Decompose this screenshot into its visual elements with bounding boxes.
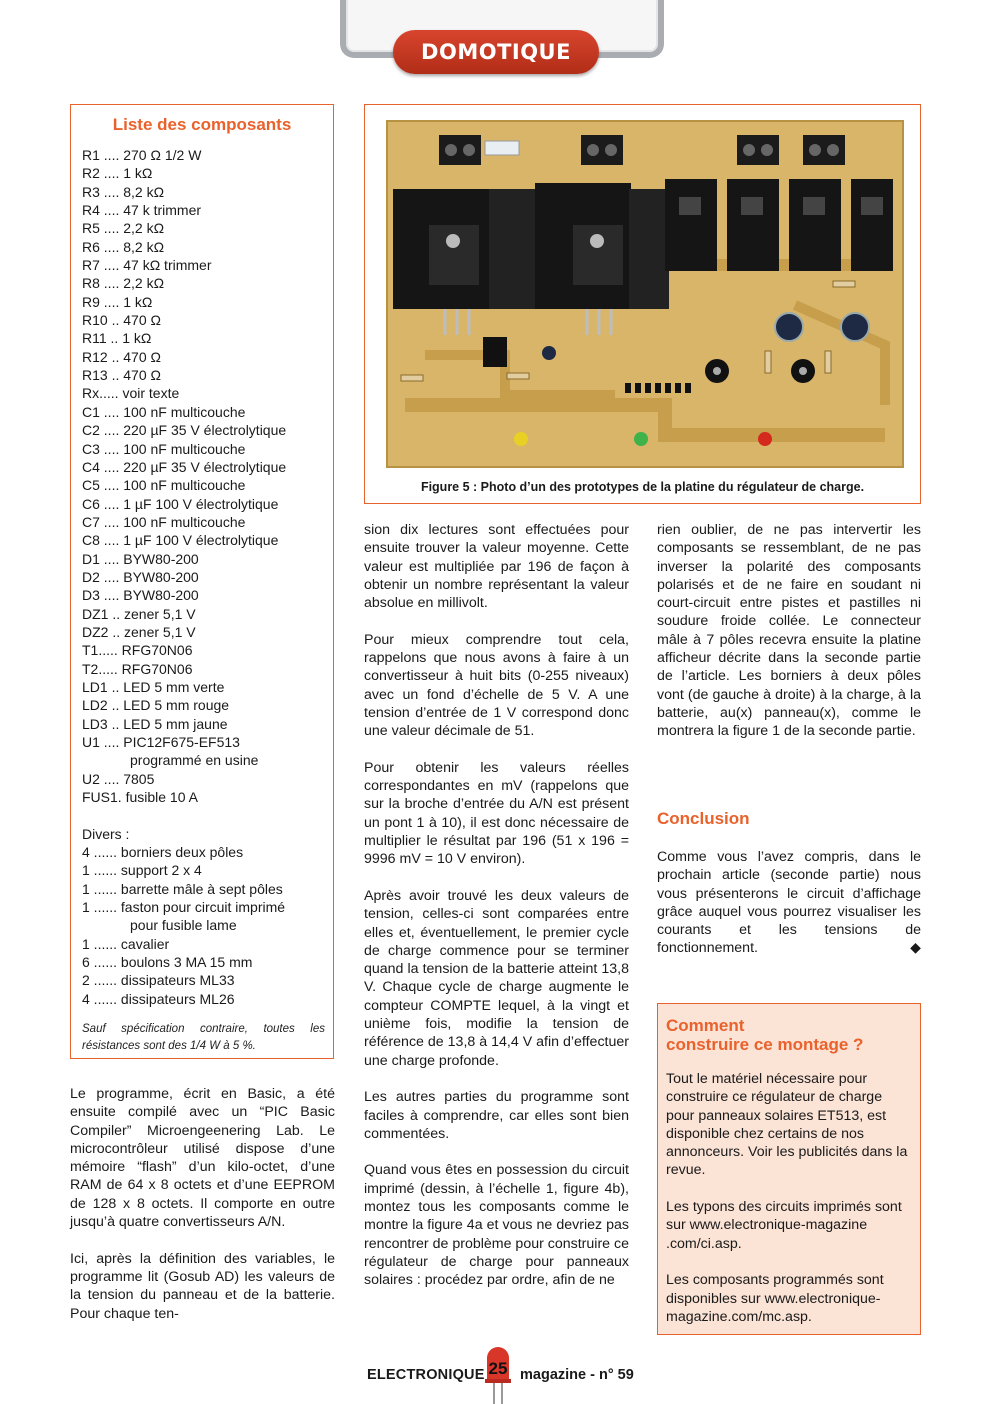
- parts-list-item: Rx..... voir texte: [82, 385, 180, 402]
- parts-list-item: D1 .... BYW80-200: [82, 550, 199, 567]
- pcb-photo: [365, 105, 919, 481]
- paragraph: Le programme, écrit en Basic, a été ensuite compilé avec un “PIC Basic Compiler” Microengeenering Lab. Le microcontrôleur utilisé dispose d’une mémoire “flash” d’un kilo-octet, d’une RAM de 64 x 8 octets et d’une EEPROM de 128 x 8 octets. Il comporte en outre jusqu’à quatre convertisseurs A/N.: [70, 1086, 335, 1231]
- parts-list-item: programmé en usine: [130, 752, 259, 769]
- parts-list-item: R11 .. 1 kΩ: [82, 330, 152, 347]
- footer-issue: magazine - n° 59: [520, 1367, 634, 1383]
- parts-list-item: R2 .... 1 kΩ: [82, 165, 153, 182]
- parts-list-item: R10 .. 470 Ω: [82, 312, 161, 329]
- parts-list-item: R4 .... 47 k trimmer: [82, 202, 202, 219]
- paragraph: Ici, après la définition des variables, le programme lit (Gosub AD) les valeurs de la tension du panneau et de la batterie. Pour chaque ten-: [70, 1250, 335, 1322]
- how-to-build-title: [666, 1016, 863, 1054]
- parts-list-item: C7 .... 100 nF multicouche: [82, 513, 246, 530]
- parts-list-item: R1 .... 270 Ω 1/2 W: [82, 147, 202, 163]
- how-to-build-text: [666, 1070, 913, 1326]
- page-number: 25: [488, 1359, 508, 1378]
- parts-list-item: C2 .... 220 µF 35 V électrolytique: [82, 422, 287, 439]
- parts-list-item: R8 .... 2,2 kΩ: [82, 275, 165, 292]
- section-tab: DOMOTIQUE: [393, 30, 599, 74]
- parts-list: [82, 146, 332, 1008]
- led-page-number-icon: [484, 1346, 512, 1404]
- paragraph: Les typons des circuits imprimés sont sur www.electronique-magazine .com/ci.asp.: [666, 1199, 902, 1252]
- parts-list-item: 1 ...... faston pour circuit imprimé: [82, 899, 286, 916]
- parts-list-item: LD1 .. LED 5 mm verte: [82, 678, 225, 695]
- conclusion-heading: Conclusion: [657, 809, 750, 828]
- parts-list-item: 2 ...... dissipateurs ML33: [82, 972, 235, 989]
- column-2: [364, 521, 629, 1289]
- parts-list-item: C8 .... 1 µF 100 V électrolytique: [82, 532, 279, 549]
- conclusion-text: Comme vous l’avez compris, dans le prochain article (seconde partie) nous vous présenterons le circuit d’affichage grâce auquel vous pourrez visualiser les courants et les tensions de fonctionnement.: [657, 849, 921, 957]
- parts-list-item: R7 .... 47 kΩ trimmer: [82, 257, 212, 274]
- parts-list-item: [82, 806, 332, 824]
- how-to-title-line-2: construire ce montage ?: [666, 1035, 864, 1054]
- parts-list-box: [70, 104, 334, 1059]
- paragraph: rien oublier, de ne pas intervertir les composants se ressemblant, de ne pas inverser la polarité des composants polarisés et de ne faire en soudant ni court-circuit entre pistes et pastilles ni soudure froide collée. Le connecteur mâle à 7 pôles recevra ensuite la platine afficheur décrite dans la seconde partie de l’article. Les borniers à deux pôles vont (de gauche à droite) à la charge, à la batterie, au(x) panneau(x), comme le montrera la figure 1 de la seconde partie.: [657, 522, 921, 740]
- column-1: [70, 1085, 335, 1323]
- paragraph: Pour mieux comprendre tout cela, rappelons que nous avons à faire à un convertisseur à huit bits (0-255 niveaux) avec un fond d’échelle de 5 V. A une tension d’entrée de 1 V correspond donc une valeur décimale de 51.: [364, 631, 629, 740]
- parts-list-item: DZ2 .. zener 5,1 V: [82, 623, 196, 640]
- parts-list-item: R12 .. 470 Ω: [82, 348, 161, 365]
- parts-list-item: LD3 .. LED 5 mm jaune: [82, 715, 228, 732]
- parts-list-item: 1 ...... cavalier: [82, 935, 170, 952]
- paragraph: Pour obtenir les valeurs réelles correspondantes en mV (rappelons que sur la broche d’entrée du A/N est présent un pont 1 à 10), il est donc nécessaire de multiplier le résultat par 196 (51 x 196 = 9996 mV = 10 V environ).: [364, 759, 629, 868]
- parts-list-item: D3 .... BYW80-200: [82, 587, 199, 604]
- paragraph: Les composants programmés sont disponibles sur www.electronique-magazine.com/mc.asp.: [666, 1272, 884, 1325]
- parts-list-title: Liste des composants: [112, 115, 292, 134]
- parts-list-item: 1 ...... support 2 x 4: [82, 862, 202, 879]
- paragraph: Tout le matériel nécessaire pour construire ce régulateur de charge pour panneaux solaires ET513, est disponible chez certains de nos annonceurs. Voir les publicités dans la revue.: [666, 1071, 908, 1179]
- parts-list-item: U2 .... 7805: [82, 770, 155, 787]
- footer-magazine-name: ELECTRONIQUE: [367, 1367, 485, 1383]
- parts-list-item: T1..... RFG70N06: [82, 642, 193, 659]
- paragraph: Après avoir trouvé les deux valeurs de tension, celles-ci sont comparées entre elles et, éventuellement, le premier cycle de charge commence pour se terminer quand la tension de la batterie atteint 13,8 V. Chaque cycle de charge augmente le compteur COMPTE lequel, à la vingt et unième fois, modifie la tension de référence de 13,8 à 14,4 V afin d’effectuer une charge profonde.: [364, 887, 629, 1069]
- parts-list-item: C4 .... 220 µF 35 V électrolytique: [82, 458, 287, 475]
- parts-list-item: R6 .... 8,2 kΩ: [82, 238, 165, 255]
- parts-list-item: 1 ...... barrette mâle à sept pôles: [82, 880, 283, 897]
- parts-list-item: D2 .... BYW80-200: [82, 568, 199, 585]
- parts-list-item: Divers :: [82, 825, 130, 842]
- parts-list-item: C1 .... 100 nF multicouche: [82, 403, 246, 420]
- parts-list-item: R13 .. 470 Ω: [82, 367, 161, 384]
- parts-list-item: C6 .... 1 µF 100 V électrolytique: [82, 495, 279, 512]
- figure-5: [364, 104, 921, 504]
- parts-list-item: FUS1. fusible 10 A: [82, 789, 198, 806]
- paragraph: Quand vous êtes en possession du circuit imprimé (dessin, à l’échelle 1, figure 4b), montez tous les composants comme le montre la figure 4a et vous ne devriez pas rencontrer de problème pour construire ce régulateur de charge pour panneaux solaires : procédez par ordre, afin de ne: [364, 1162, 629, 1289]
- parts-list-item: C3 .... 100 nF multicouche: [82, 440, 246, 457]
- parts-list-item: R5 .... 2,2 kΩ: [82, 220, 165, 237]
- how-to-title-line-1: Comment: [666, 1016, 745, 1035]
- parts-list-item: 4 ...... borniers deux pôles: [82, 844, 244, 861]
- end-mark: ◆: [910, 940, 921, 957]
- parts-list-item: LD2 .. LED 5 mm rouge: [82, 697, 230, 714]
- parts-list-item: R9 .... 1 kΩ: [82, 293, 153, 310]
- parts-list-item: DZ1 .. zener 5,1 V: [82, 605, 196, 622]
- parts-list-item: 6 ...... boulons 3 MA 15 mm: [82, 954, 253, 971]
- figure-caption: Figure 5 : Photo d’un des prototypes de la platine du régulateur de charge.: [420, 480, 865, 494]
- paragraph: sion dix lectures sont effectuées pour ensuite trouver la valeur moyenne. Cette valeur est multipliée par 196 de façon à obtenir un nombre représentant la valeur absolue en millivolt.: [364, 522, 629, 612]
- parts-list-item: R3 .... 8,2 kΩ: [82, 183, 165, 200]
- parts-list-item: 4 ...... dissipateurs ML26: [82, 990, 235, 1007]
- parts-list-item: T2..... RFG70N06: [82, 660, 193, 677]
- paragraph: Les autres parties du programme sont faciles à comprendre, car elles sont bien commentées.: [364, 1089, 629, 1142]
- how-to-build-box: [657, 1003, 921, 1335]
- conclusion-text-block: [657, 848, 921, 958]
- parts-list-item: pour fusible lame: [130, 917, 237, 934]
- parts-note: Sauf spécification contraire, toutes les résistances sont des 1/4 W à 5 %.: [82, 1023, 325, 1052]
- parts-list-item: U1 .... PIC12F675-EF513: [82, 734, 240, 750]
- parts-list-item: C5 .... 100 nF multicouche: [82, 477, 246, 494]
- column-3: [657, 521, 921, 741]
